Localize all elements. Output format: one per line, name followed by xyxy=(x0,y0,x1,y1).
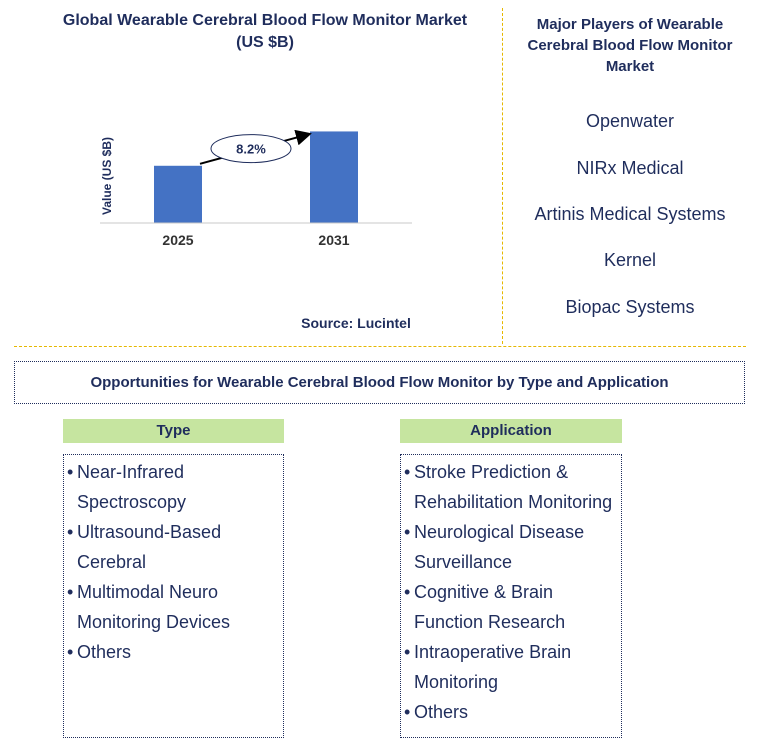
player-item: Biopac Systems xyxy=(565,297,695,317)
list-item: • Others xyxy=(64,637,283,667)
application-header: Application xyxy=(400,419,622,443)
list-item: • Stroke Prediction & Rehabilitation Monitoring xyxy=(401,457,621,517)
list-item: • Cognitive & Brain Function Research xyxy=(401,577,621,637)
type-list xyxy=(63,454,284,738)
bar-chart xyxy=(0,0,500,300)
opportunities-title: Opportunities for Wearable Cerebral Blood Flow Monitor by Type and Application xyxy=(14,361,745,404)
player-item: NIRx Medical xyxy=(576,158,684,178)
cagr-label: 8.2% xyxy=(236,141,266,157)
bar-2031 xyxy=(310,131,358,223)
player-item: Artinis Medical Systems xyxy=(534,204,726,224)
list-item: • Near-Infrared Spectroscopy xyxy=(64,457,283,517)
list-item: • Intraoperative Brain Monitoring xyxy=(401,637,621,697)
list-item: • Multimodal Neuro Monitoring Devices xyxy=(64,577,283,637)
horizontal-divider xyxy=(14,346,746,347)
player-item: Openwater xyxy=(585,111,675,131)
application-list xyxy=(400,454,622,738)
chart-title: Global Wearable Cerebral Blood Flow Monitor Market (US $B) xyxy=(62,12,468,51)
player-item: Kernel xyxy=(603,250,657,270)
list-item: • Others xyxy=(401,697,621,727)
x-tick-label: 2025 xyxy=(162,232,194,248)
y-axis-label: Value (US $B) xyxy=(100,136,114,216)
source-label: Source: Lucintel xyxy=(301,315,411,331)
type-header: Type xyxy=(63,419,284,443)
vertical-divider xyxy=(502,8,503,344)
bar-2025 xyxy=(154,166,202,223)
x-tick-label: 2031 xyxy=(318,232,350,248)
players-title: Major Players of Wearable Cerebral Blood Flow Monitor Market xyxy=(527,16,733,75)
list-item: • Neurological Disease Surveillance xyxy=(401,517,621,577)
list-item: • Ultrasound-Based Cerebral xyxy=(64,517,283,577)
